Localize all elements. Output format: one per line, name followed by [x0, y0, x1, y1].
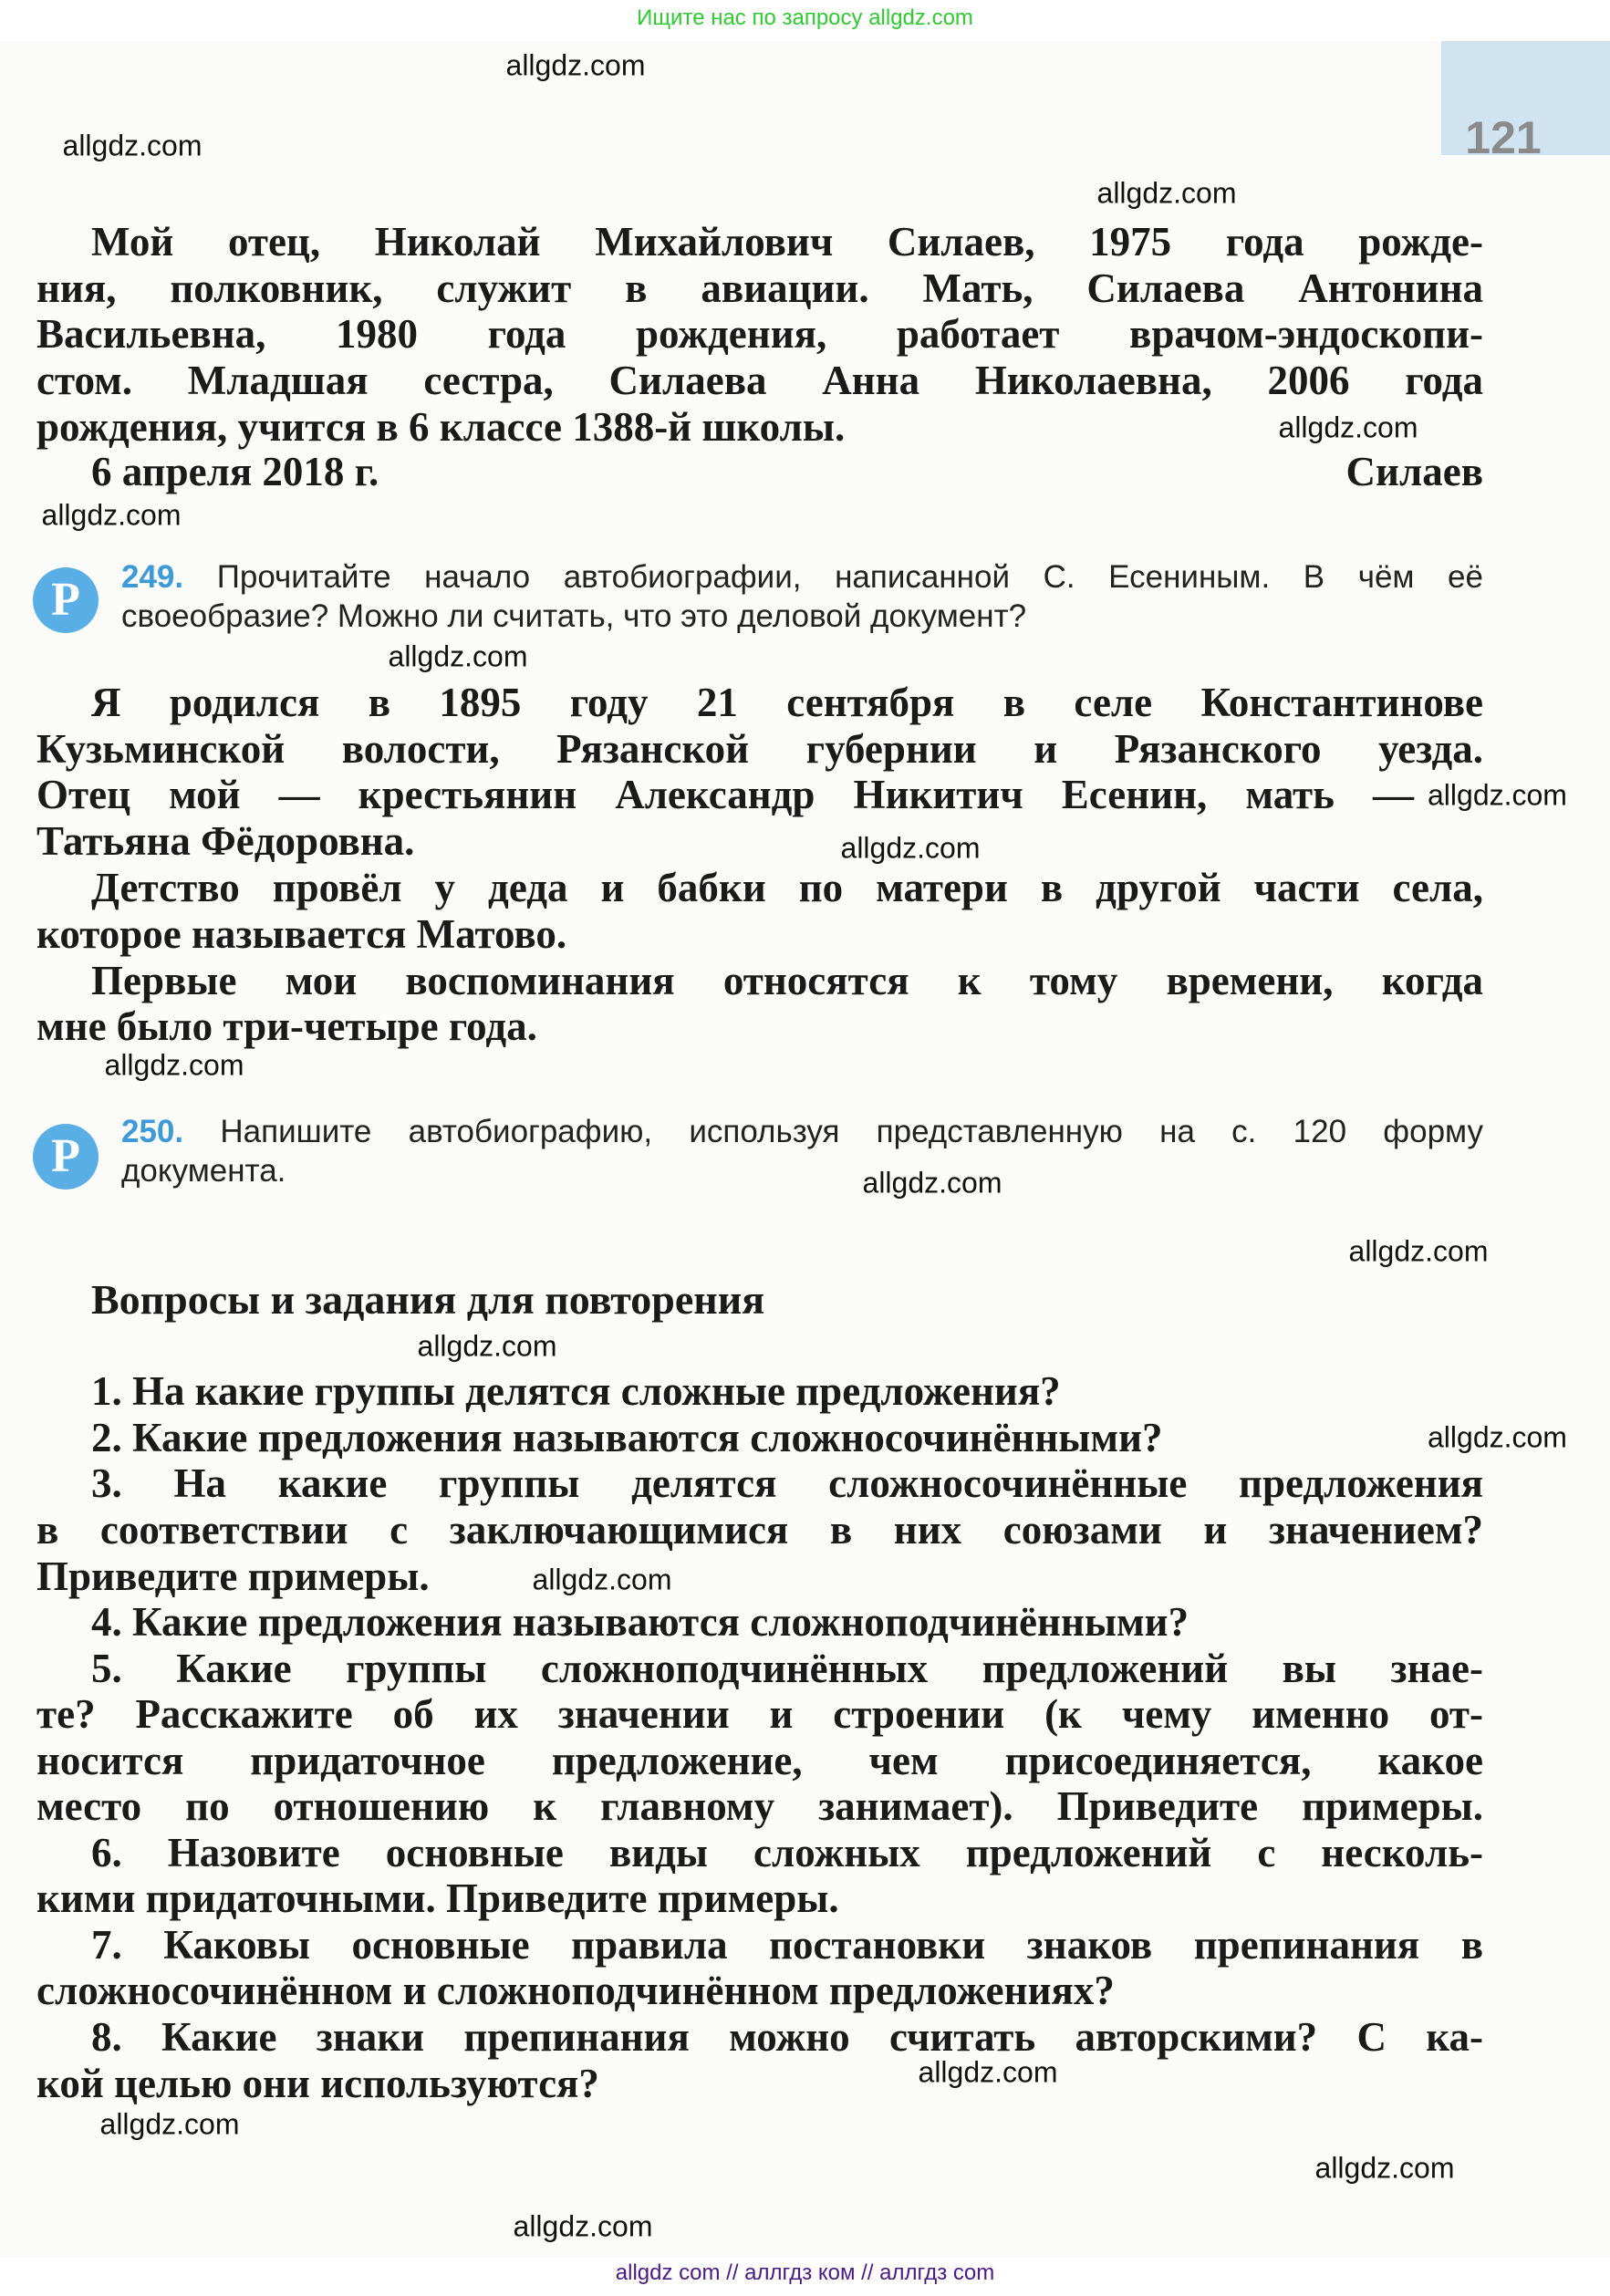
watermark: allgdz.com: [104, 1048, 244, 1082]
top-banner: Ищите нас по запросу allgdz.com: [637, 5, 973, 30]
watermark: allgdz.com: [918, 2055, 1058, 2089]
question-line: 7. Каковы основные правила постановки знаков препинания в: [91, 1922, 1483, 1968]
watermark: allgdz.com: [41, 498, 182, 532]
watermark: allgdz.com: [840, 831, 981, 865]
watermark: allgdz.com: [532, 1563, 672, 1596]
task-text: Прочитайте начало автобиографии, написанной С. Есениным. В чём её: [216, 559, 1483, 595]
question-line: 1. На какие группы делятся сложные предложения?: [91, 1368, 1061, 1414]
esenin-line: Детство провёл у деда и бабки по матери в другой части села,: [91, 865, 1483, 910]
question-line: в соответствии с заключающимися в них союзами и значением?: [36, 1507, 1483, 1553]
question-line: те? Расскажите об их значении и строении (к чему именно от-: [36, 1691, 1483, 1737]
bio-date-signature-row: [91, 449, 1483, 494]
question-line: носится придаточное предложение, чем присоединяется, какое: [36, 1738, 1483, 1783]
esenin-line: которое называется Матово.: [36, 911, 567, 957]
task-250-line: документа.: [121, 1153, 286, 1189]
bio-line: Мой отец, Николай Михайлович Силаев, 1975 года рожде-: [91, 219, 1483, 265]
question-line: 8. Какие знаки препинания можно считать авторскими? С ка-: [91, 2014, 1483, 2060]
esenin-line: Татьяна Фёдоровна.: [36, 818, 415, 864]
watermark: allgdz.com: [62, 129, 203, 162]
watermark: allgdz.com: [1096, 176, 1237, 210]
task-249-line: [121, 557, 1483, 597]
task-text: Напишите автобиографию, используя представленную на с. 120 форму: [220, 1114, 1483, 1149]
question-line: 5. Какие группы сложноподчинённых предложений вы знае-: [91, 1646, 1483, 1691]
bio-line: Васильевна, 1980 года рождения, работает врачом-эндоскопи-: [36, 311, 1483, 357]
page-number: 121: [1465, 112, 1542, 163]
watermark: allgdz.com: [1278, 410, 1418, 444]
watermark: allgdz.com: [99, 2107, 240, 2141]
p-badge-icon: Р: [33, 1124, 99, 1190]
esenin-line: Я родился в 1895 году 21 сентября в селе Константинове: [91, 680, 1483, 725]
task-number: 249.: [121, 559, 184, 595]
question-line: 3. На какие группы делятся сложносочинённые предложения: [91, 1460, 1483, 1506]
bio-line: стом. Младшая сестра, Силаева Анна Николаевна, 2006 года: [36, 358, 1483, 403]
task-249-line: своеобразие? Можно ли считать, что это деловой документ?: [121, 598, 1027, 634]
watermark: allgdz.com: [1428, 778, 1567, 812]
esenin-line: мне было три-четыре года.: [36, 1003, 537, 1049]
bio-signature: Силаев: [1345, 449, 1483, 494]
esenin-line: Отец мой — крестьянин Александр Никитич Есенин, мать —: [36, 772, 1414, 817]
question-line: 4. Какие предложения называются сложноподчинёнными?: [91, 1599, 1189, 1645]
question-line: сложносочинённом и сложноподчинённом предложениях?: [36, 1968, 1115, 2013]
task-number: 250.: [121, 1114, 184, 1149]
questions-heading: Вопросы и задания для повторения: [91, 1276, 765, 1323]
watermark: allgdz.com: [505, 48, 646, 82]
p-badge-icon: Р: [33, 567, 99, 633]
question-line: Приведите примеры.: [36, 1553, 430, 1599]
watermark: allgdz.com: [388, 639, 528, 673]
watermark: allgdz.com: [862, 1166, 1002, 1200]
bio-date: 6 апреля 2018 г.: [91, 449, 379, 494]
watermark: allgdz.com: [1348, 1234, 1489, 1268]
task-250-line: [121, 1112, 1483, 1151]
watermark: allgdz.com: [417, 1329, 557, 1363]
bio-line: ния, полковник, служит в авиации. Мать, Силаева Антонина: [36, 265, 1483, 311]
question-line: кой целью они используются?: [36, 2061, 599, 2106]
question-line: 2. Какие предложения называются сложносочинёнными?: [91, 1415, 1163, 1460]
question-line: кими придаточными. Приведите примеры.: [36, 1875, 839, 1921]
esenin-line: Кузьминской волости, Рязанской губернии и Рязанского уезда.: [36, 726, 1483, 772]
watermark: allgdz.com: [513, 2209, 653, 2243]
bottom-banner: allgdz com // аллгдз ком // аллгдз com: [615, 2260, 995, 2285]
bio-line: рождения, учится в 6 классе 1388-й школы.: [36, 404, 846, 450]
watermark: allgdz.com: [1314, 2151, 1455, 2185]
question-line: место по отношению к главному занимает). Приведите примеры.: [36, 1783, 1483, 1829]
esenin-line: Первые мои воспоминания относятся к тому времени, когда: [91, 958, 1483, 1003]
watermark: allgdz.com: [1428, 1420, 1567, 1454]
question-line: 6. Назовите основные виды сложных предложений с несколь-: [91, 1830, 1483, 1875]
